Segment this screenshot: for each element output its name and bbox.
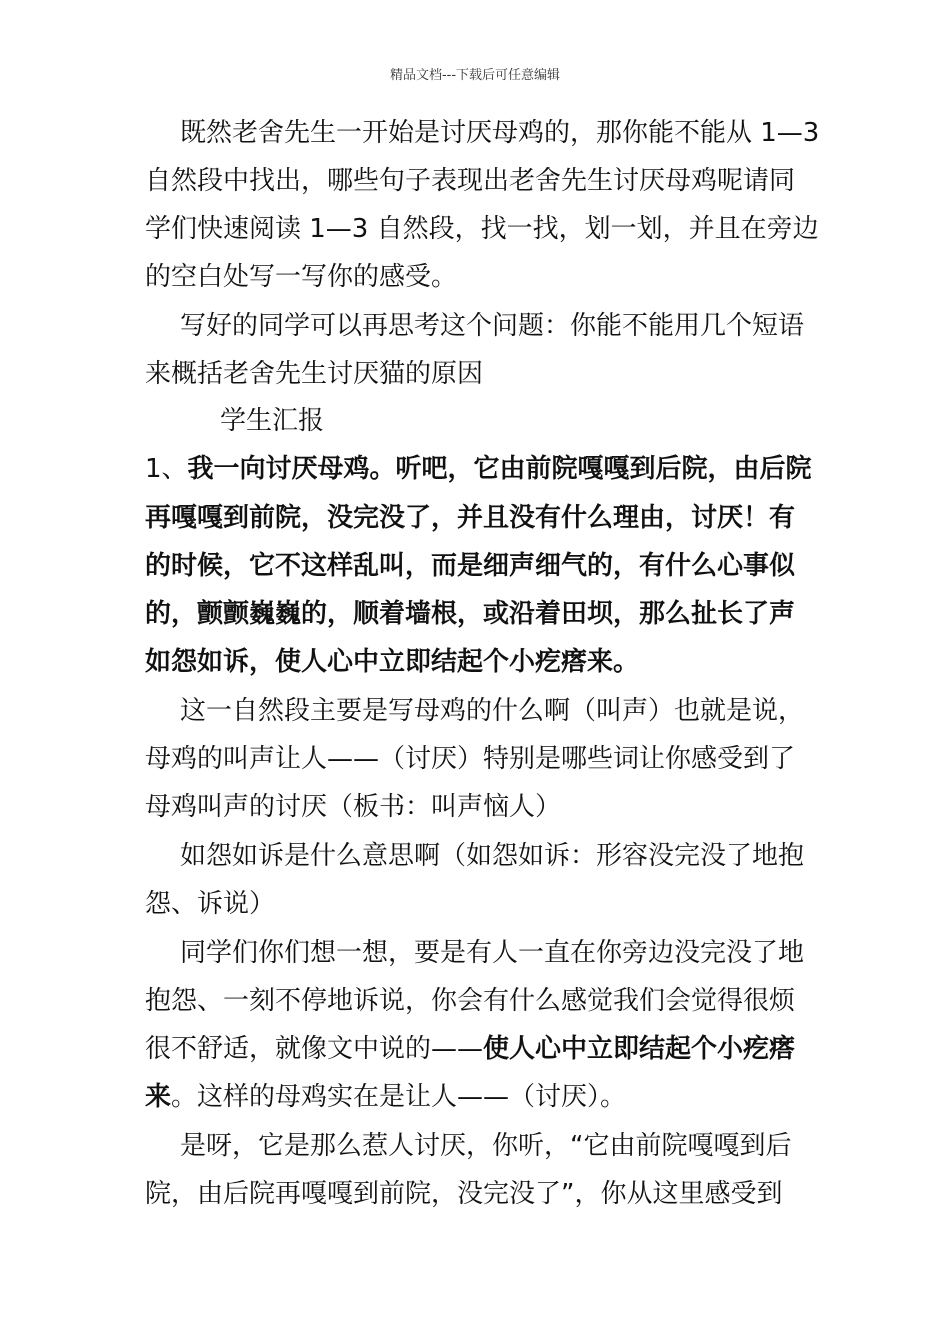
paragraph-line: 的空白处写一写你的感受。 — [145, 262, 458, 292]
quote-line: 的时候，它不这样乱叫，而是细声细气的，有什么心事似 — [145, 551, 796, 581]
paragraph-line: 同学们你们想一想，要是有人一直在你旁边没完没了地 — [180, 938, 805, 968]
list-number: 1、 — [145, 454, 188, 484]
paragraph-line: 母鸡叫声的讨厌（板书：叫声恼人） — [145, 792, 562, 822]
quote-line: 如怨如诉，使人心中立即结起个小疙瘩来。 — [145, 647, 640, 677]
paragraph-line: 写好的同学可以再思考这个问题：你能不能用几个短语 — [180, 311, 805, 341]
quote-line — [145, 445, 825, 493]
section-heading: 学生汇报 — [220, 406, 325, 436]
paragraph-line — [145, 1073, 825, 1121]
line-text: 很不舒适，就像文中说的—— — [145, 1034, 484, 1064]
quote-text: 我一向讨厌母鸡。听吧，它由前院嘎嘎到后院，由后院 — [187, 454, 812, 484]
quote-line: 的，颤颤巍巍的，顺着墙根，或沿着田坝，那么扯长了声 — [145, 599, 796, 629]
paragraph-line: 学们快速阅读 1—3 自然段，找一找，划一划，并且在旁边 — [145, 214, 819, 244]
paragraph-line: 抱怨、一刻不停地诉说，你会有什么感觉我们会觉得很烦 — [145, 986, 796, 1016]
page-header: 精品文档---下载后可任意编辑 — [389, 68, 561, 83]
paragraph-line — [145, 1025, 825, 1073]
paragraph-line: 自然段中找出，哪些句子表现出老舍先生讨厌母鸡呢请同 — [145, 166, 796, 196]
line-text: 。这样的母鸡实在是让人——（讨厌）。 — [171, 1082, 627, 1112]
quote-line: 再嘎嘎到前院，没完没了，并且没有什么理由，讨厌！有 — [145, 503, 796, 533]
bold-quote: 使人心中立即结起个小疙瘩 — [483, 1034, 796, 1064]
paragraph-line: 怨、诉说） — [145, 889, 276, 919]
paragraph-line: 是呀，它是那么惹人讨厌，你听，“它由前院嘎嘎到后 — [180, 1131, 792, 1161]
paragraph-line: 如怨如诉是什么意思啊（如怨如诉：形容没完没了地抱 — [180, 841, 805, 871]
paragraph-line: 既然老舍先生一开始是讨厌母鸡的，那你能不能从 1—3 — [180, 118, 820, 148]
paragraph-line: 院，由后院再嘎嘎到前院，没完没了”，你从这里感受到 — [145, 1179, 783, 1209]
paragraph-line: 这一自然段主要是写母鸡的什么啊（叫声）也就是说， — [180, 696, 805, 726]
bold-quote: 来 — [145, 1082, 172, 1112]
paragraph-line: 来概括老舍先生讨厌猫的原因 — [145, 359, 484, 389]
paragraph-line: 母鸡的叫声让人——（讨厌）特别是哪些词让你感受到了 — [145, 744, 796, 774]
